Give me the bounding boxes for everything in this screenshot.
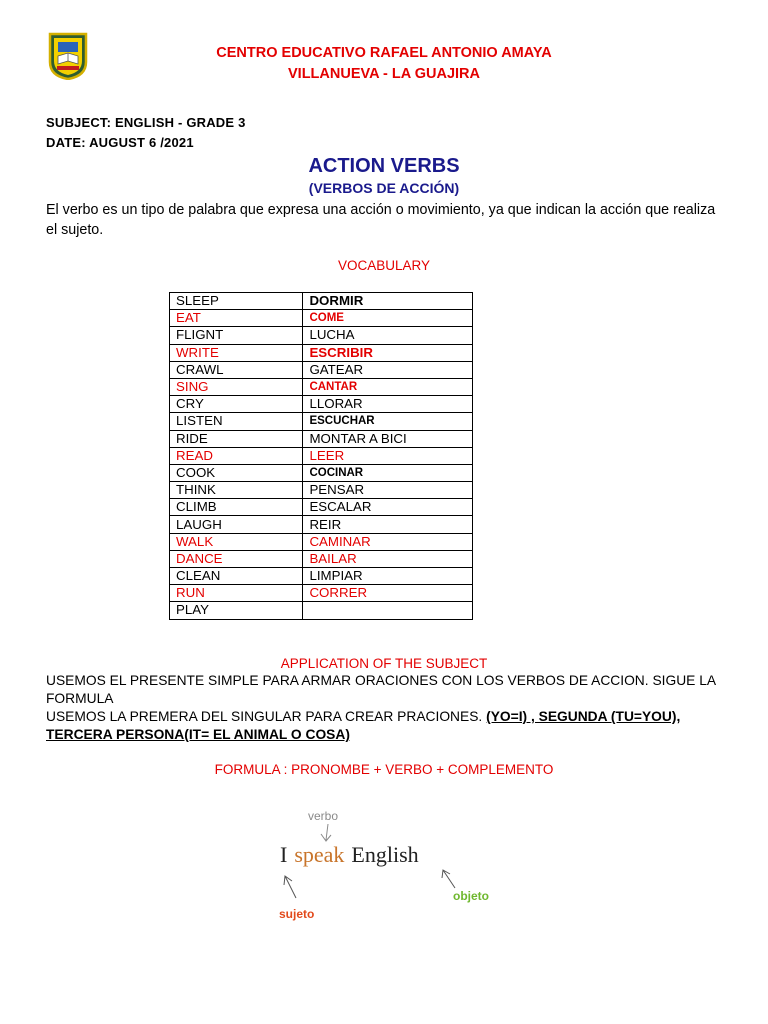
application-line-3: TERCERA PERSONA(IT= EL ANIMAL O COSA) [46, 727, 350, 742]
vocabulary-english: RIDE [170, 430, 303, 447]
vocabulary-english: CLEAN [170, 568, 303, 585]
vocabulary-english: WRITE [170, 344, 303, 361]
vocabulary-spanish: CORRER [303, 585, 473, 602]
application-line-2-persons: (YO=I) , SEGUNDA (TU=YOU), [486, 709, 681, 724]
vocabulary-english: RUN [170, 585, 303, 602]
vocabulary-row [170, 464, 473, 481]
vocabulary-spanish: BAILAR [303, 550, 473, 567]
vocabulary-english: CRY [170, 396, 303, 413]
vocabulary-heading: VOCABULARY [337, 258, 431, 273]
sentence-verb-word: speak [294, 842, 345, 867]
vocabulary-spanish: CAMINAR [303, 533, 473, 550]
vocabulary-english: COOK [170, 464, 303, 481]
application-line-1: USEMOS EL PRESENTE SIMPLE PARA ARMAR ORACIONES CON LOS VERBOS DE ACCION. SIGUE LA FORMULA [46, 673, 716, 706]
vocabulary-spanish: LUCHA [303, 327, 473, 344]
vocabulary-spanish: ESCALAR [303, 499, 473, 516]
date-line: DATE: AUGUST 6 /2021 [46, 135, 194, 150]
vocabulary-english: PLAY [170, 602, 303, 619]
vocabulary-row [170, 499, 473, 516]
subject-arrow [284, 876, 296, 898]
object-label: objeto [453, 889, 489, 903]
vocabulary-row [170, 344, 473, 361]
application-line-2-text: USEMOS LA PREMERA DEL SINGULAR PARA CREAR PRACIONES. [46, 709, 483, 724]
vocabulary-spanish: PENSAR [303, 482, 473, 499]
vocabulary-english: WALK [170, 533, 303, 550]
vocabulary-spanish: LEER [303, 447, 473, 464]
verb-arrow [321, 824, 331, 841]
page-subtitle: (VERBOS DE ACCIÓN) [308, 180, 460, 196]
vocabulary-row [170, 293, 473, 310]
vocabulary-row [170, 310, 473, 327]
intro-paragraph: El verbo es un tipo de palabra que expresa una acción o movimiento, ya que indican la acción que realiza el sujeto. [46, 202, 716, 238]
vocabulary-spanish: DORMIR [303, 293, 473, 310]
vocabulary-spanish: ESCUCHAR [303, 413, 473, 430]
vocabulary-table [169, 292, 473, 620]
sentence-object-word: English [351, 842, 419, 867]
vocabulary-row [170, 361, 473, 378]
verb-label: verbo [308, 809, 339, 823]
vocabulary-spanish: REIR [303, 516, 473, 533]
object-arrow [442, 870, 455, 888]
vocabulary-spanish: COME [303, 310, 473, 327]
sentence-subject-word: I [280, 842, 288, 867]
vocabulary-spanish: ESCRIBIR [303, 344, 473, 361]
formula-line: FORMULA : PRONOMBE + VERBO + COMPLEMENTO [214, 762, 554, 777]
vocabulary-english: EAT [170, 310, 303, 327]
school-name: CENTRO EDUCATIVO RAFAEL ANTONIO AMAYA [216, 45, 552, 61]
vocabulary-row [170, 585, 473, 602]
vocabulary-english: READ [170, 447, 303, 464]
vocabulary-row [170, 327, 473, 344]
vocabulary-english: CLIMB [170, 499, 303, 516]
vocabulary-spanish: LIMPIAR [303, 568, 473, 585]
school-location: VILLANUEVA - LA GUAJIRA [288, 66, 480, 82]
vocabulary-row [170, 447, 473, 464]
vocabulary-english: SING [170, 378, 303, 395]
application-heading: APPLICATION OF THE SUBJECT [280, 656, 488, 671]
vocabulary-row [170, 396, 473, 413]
vocabulary-spanish [303, 602, 473, 619]
subject-label: sujeto [279, 907, 315, 921]
subject-line: SUBJECT: ENGLISH - GRADE 3 [46, 115, 246, 130]
vocabulary-row [170, 568, 473, 585]
vocabulary-row [170, 516, 473, 533]
vocabulary-english: THINK [170, 482, 303, 499]
vocabulary-english: FLIGNT [170, 327, 303, 344]
vocabulary-row [170, 378, 473, 395]
vocabulary-row [170, 550, 473, 567]
vocabulary-spanish: MONTAR A BICI [303, 430, 473, 447]
vocabulary-english: DANCE [170, 550, 303, 567]
vocabulary-row [170, 533, 473, 550]
vocabulary-row [170, 482, 473, 499]
vocabulary-spanish: LLORAR [303, 396, 473, 413]
example-sentence-diagram [270, 800, 510, 930]
vocabulary-english: CRAWL [170, 361, 303, 378]
vocabulary-spanish: GATEAR [303, 361, 473, 378]
page-title: ACTION VERBS [308, 155, 460, 177]
vocabulary-row [170, 430, 473, 447]
vocabulary-spanish: COCINAR [303, 464, 473, 481]
vocabulary-english: SLEEP [170, 293, 303, 310]
vocabulary-spanish: CANTAR [303, 378, 473, 395]
application-text [46, 672, 726, 744]
vocabulary-row [170, 602, 473, 619]
vocabulary-row [170, 413, 473, 430]
application-line-2 [46, 708, 726, 726]
vocabulary-english: LAUGH [170, 516, 303, 533]
vocabulary-english: LISTEN [170, 413, 303, 430]
